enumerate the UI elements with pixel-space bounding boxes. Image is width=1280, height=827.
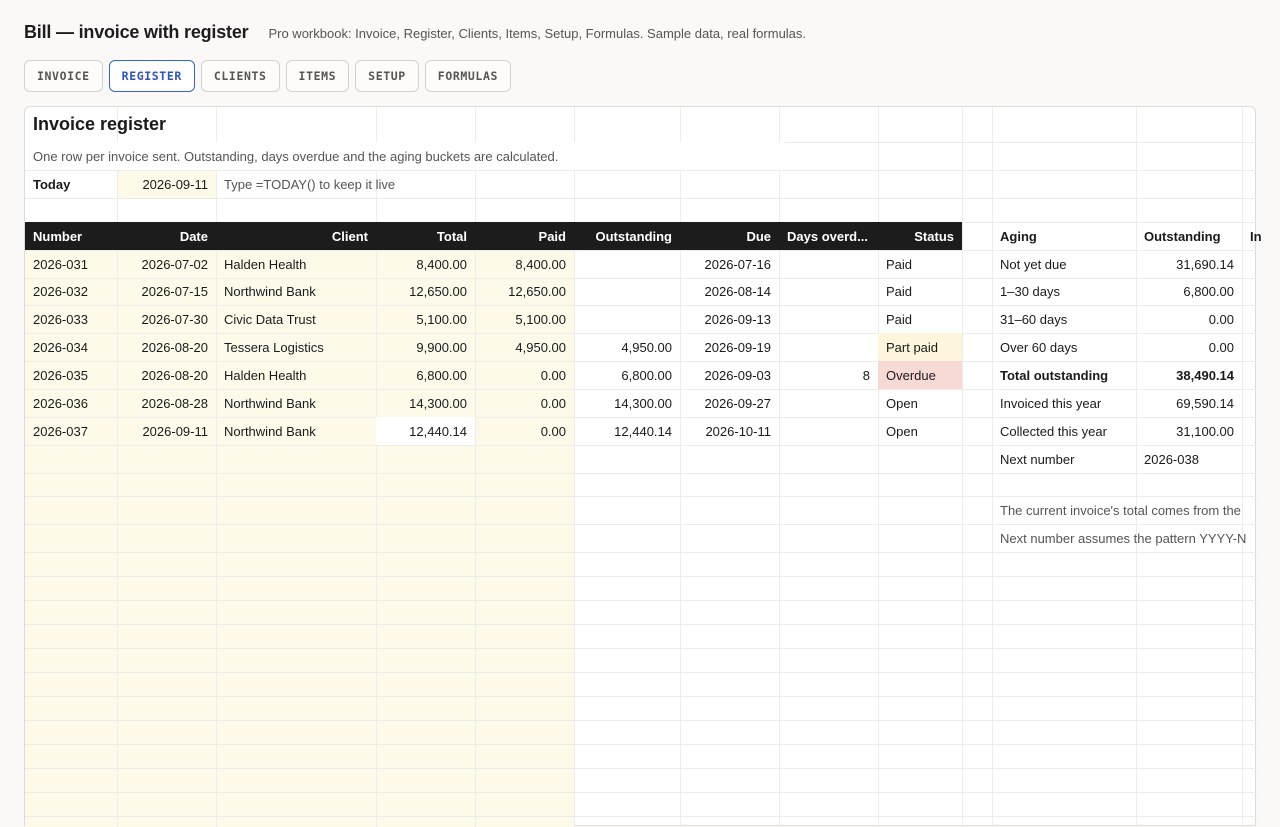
aging-label[interactable]: Collected this year (1000, 423, 1107, 439)
register-cell[interactable]: 2026-07-15 (141, 284, 208, 299)
aging-label[interactable]: Total outstanding (1000, 367, 1109, 383)
register-cell[interactable]: 12,440.14 (614, 423, 672, 439)
status-cell[interactable]: Paid (886, 311, 913, 327)
register-cell[interactable] (574, 278, 680, 305)
register-cell[interactable]: 5,100.00 (416, 311, 467, 327)
register-cell[interactable]: 0.00 (540, 395, 566, 411)
register-cell[interactable]: 2026-09-27 (704, 395, 771, 411)
grid-row-line (25, 672, 1257, 673)
column-header-7[interactable]: Days overd... (787, 228, 868, 244)
aging-value[interactable]: 69,590.14 (1176, 395, 1234, 411)
grid-row-line (25, 720, 1257, 721)
register-cell[interactable]: 12,440.14 (376, 417, 475, 445)
register-cell[interactable] (779, 250, 878, 278)
register-cell[interactable]: 2026-08-28 (141, 395, 208, 411)
aging-value[interactable]: 38,490.14 (1176, 367, 1234, 383)
register-cell[interactable]: 2026-035 (33, 367, 88, 383)
app-title: Bill — invoice with register (24, 22, 249, 42)
grid-row-line (25, 624, 1257, 625)
column-header-1[interactable]: Date (179, 228, 208, 244)
register-cell[interactable]: Northwind Bank (224, 284, 316, 299)
register-cell[interactable]: 14,300.00 (409, 395, 467, 411)
column-header-8[interactable]: Status (914, 228, 954, 244)
grid-row-line (25, 600, 1257, 601)
register-cell[interactable]: 6,800.00 (621, 367, 672, 383)
register-cell[interactable]: 2026-07-30 (141, 311, 208, 327)
column-header-2[interactable]: Client (331, 228, 368, 244)
register-cell[interactable]: 2026-034 (33, 339, 88, 355)
app-subtitle: Pro workbook: Invoice, Register, Clients, Items, Setup, Formulas. Sample data, real formulas. (268, 26, 807, 41)
status-cell[interactable]: Open (886, 423, 918, 439)
grid-col-line (216, 107, 217, 827)
today-hint: Type =TODAY() to keep it live (224, 176, 396, 192)
register-cell[interactable]: Tessera Logistics (224, 339, 324, 355)
grid-col-line (1242, 107, 1243, 827)
sheet-tabs (24, 60, 517, 92)
sheet-description: One row per invoice sent. Outstanding, days overdue and the aging buckets are calculated. (25, 142, 785, 170)
aging-outstanding-header[interactable]: Outstanding (1144, 228, 1221, 244)
register-cell[interactable]: 2026-031 (33, 256, 88, 272)
grid-col-line (574, 107, 575, 827)
aging-label[interactable]: Over 60 days (1000, 339, 1078, 355)
aging-value[interactable]: 31,100.00 (1176, 423, 1234, 439)
status-cell[interactable]: Part paid (878, 333, 962, 361)
register-cell[interactable] (779, 417, 878, 445)
today-label: Today (33, 176, 71, 192)
aging-label[interactable]: 31–60 days (1000, 311, 1068, 327)
status-cell[interactable]: Open (886, 395, 918, 411)
tab-clients[interactable]: CLIENTS (201, 60, 280, 92)
register-cell[interactable] (779, 305, 878, 333)
register-cell[interactable]: 2026-09-03 (704, 367, 771, 383)
sheet-heading: Invoice register (33, 114, 167, 134)
aging-value[interactable]: 6,800.00 (1183, 284, 1234, 299)
register-cell[interactable]: Northwind Bank (224, 423, 316, 439)
register-cell[interactable]: 2026-037 (33, 423, 88, 439)
register-cell[interactable]: Northwind Bank (224, 395, 316, 411)
aging-label[interactable]: Next number (1000, 451, 1075, 467)
register-cell[interactable]: 2026-07-02 (141, 256, 208, 272)
register-cell[interactable]: 2026-036 (33, 395, 88, 411)
aging-label[interactable]: Invoiced this year (1000, 395, 1102, 411)
column-header-4[interactable]: Paid (538, 228, 566, 244)
register-cell[interactable]: 14,300.00 (614, 395, 672, 411)
register-cell[interactable]: 2026-09-13 (704, 311, 771, 327)
tab-invoice[interactable]: INVOICE (24, 60, 103, 92)
grid-row-line (25, 816, 1257, 817)
status-cell[interactable]: Paid (886, 256, 913, 272)
register-cell[interactable]: 2026-07-16 (704, 256, 771, 272)
register-sheet (24, 106, 1262, 826)
register-cell[interactable]: Halden Health (224, 256, 307, 272)
register-cell[interactable]: 0.00 (540, 423, 566, 439)
aging-value[interactable]: 0.00 (1208, 311, 1234, 327)
input-tint (25, 445, 574, 827)
register-cell[interactable]: 2026-032 (33, 284, 88, 299)
register-cell[interactable]: 2026-033 (33, 311, 88, 327)
register-cell[interactable] (574, 305, 680, 333)
grid-col-line (962, 107, 963, 827)
aging-value[interactable]: 0.00 (1208, 339, 1234, 355)
tab-setup[interactable]: SETUP (355, 60, 419, 92)
tab-items[interactable]: ITEMS (286, 60, 350, 92)
register-cell[interactable]: 5,100.00 (515, 311, 566, 327)
column-header-0[interactable]: Number (33, 228, 83, 244)
register-cell[interactable]: 2026-08-14 (704, 284, 771, 299)
grid-col-line (878, 107, 879, 827)
aging-extra-header[interactable]: In (1250, 228, 1262, 244)
grid-col-line (376, 107, 377, 827)
register-cell[interactable]: 12,650.00 (508, 284, 566, 299)
register-cell[interactable]: 8 (862, 367, 870, 383)
register-cell[interactable]: 4,950.00 (621, 339, 672, 355)
grid-row-line (25, 792, 1257, 793)
grid-row-line (25, 696, 1257, 697)
column-header-5[interactable]: Outstanding (595, 228, 672, 244)
register-cell[interactable]: 2026-08-20 (141, 367, 208, 383)
grid-col-line (680, 107, 681, 827)
register-cell[interactable]: 9,900.00 (416, 339, 467, 355)
register-cell[interactable]: 2026-09-19 (704, 339, 771, 355)
aging-note-2: Next number assumes the pattern YYYY-N (1000, 530, 1247, 546)
aging-value[interactable]: 31,690.14 (1176, 256, 1234, 272)
grid-row-line (25, 744, 1257, 745)
today-input[interactable]: 2026-09-11 (142, 176, 208, 192)
grid-row-line (25, 576, 1257, 577)
aging-value[interactable]: 2026-038 (1144, 451, 1199, 467)
register-cell[interactable]: Halden Health (224, 367, 307, 383)
column-header-3[interactable]: Total (436, 228, 467, 244)
title-row (24, 22, 806, 43)
aging-label[interactable]: Not yet due (1000, 256, 1067, 272)
aging-note-1: The current invoice's total comes from the (1000, 502, 1241, 518)
grid-row-line (25, 552, 1257, 553)
register-cell[interactable]: 8,400.00 (515, 256, 566, 272)
tab-register[interactable]: REGISTER (109, 60, 195, 92)
column-header-6[interactable]: Due (746, 228, 771, 244)
status-cell[interactable]: Overdue (878, 361, 962, 389)
status-cell[interactable]: Paid (886, 284, 913, 299)
grid-row-line (25, 473, 1257, 474)
grid-row-line (25, 648, 1257, 649)
register-cell[interactable]: 4,950.00 (515, 339, 566, 355)
register-cell[interactable] (779, 333, 878, 361)
grid-col-line (779, 107, 780, 827)
register-cell[interactable] (779, 278, 878, 305)
register-cell[interactable]: 0.00 (540, 367, 566, 383)
register-cell[interactable]: 8,400.00 (416, 256, 467, 272)
register-cell[interactable] (574, 250, 680, 278)
register-cell[interactable]: 2026-08-20 (141, 339, 208, 355)
register-cell[interactable]: 2026-10-11 (705, 423, 771, 439)
grid-row-line (25, 768, 1257, 769)
register-cell[interactable]: 6,800.00 (416, 367, 467, 383)
register-cell[interactable] (779, 389, 878, 417)
tab-formulas[interactable]: FORMULAS (425, 60, 511, 92)
aging-label[interactable]: 1–30 days (1000, 284, 1060, 299)
aging-header[interactable]: Aging (1000, 228, 1037, 244)
grid-row-line (25, 198, 1257, 199)
grid-col-line (117, 107, 118, 827)
register-cell[interactable]: 12,650.00 (409, 284, 467, 299)
register-cell[interactable]: 2026-09-11 (142, 423, 208, 439)
grid-col-line (475, 107, 476, 827)
register-cell[interactable]: Civic Data Trust (224, 311, 316, 327)
